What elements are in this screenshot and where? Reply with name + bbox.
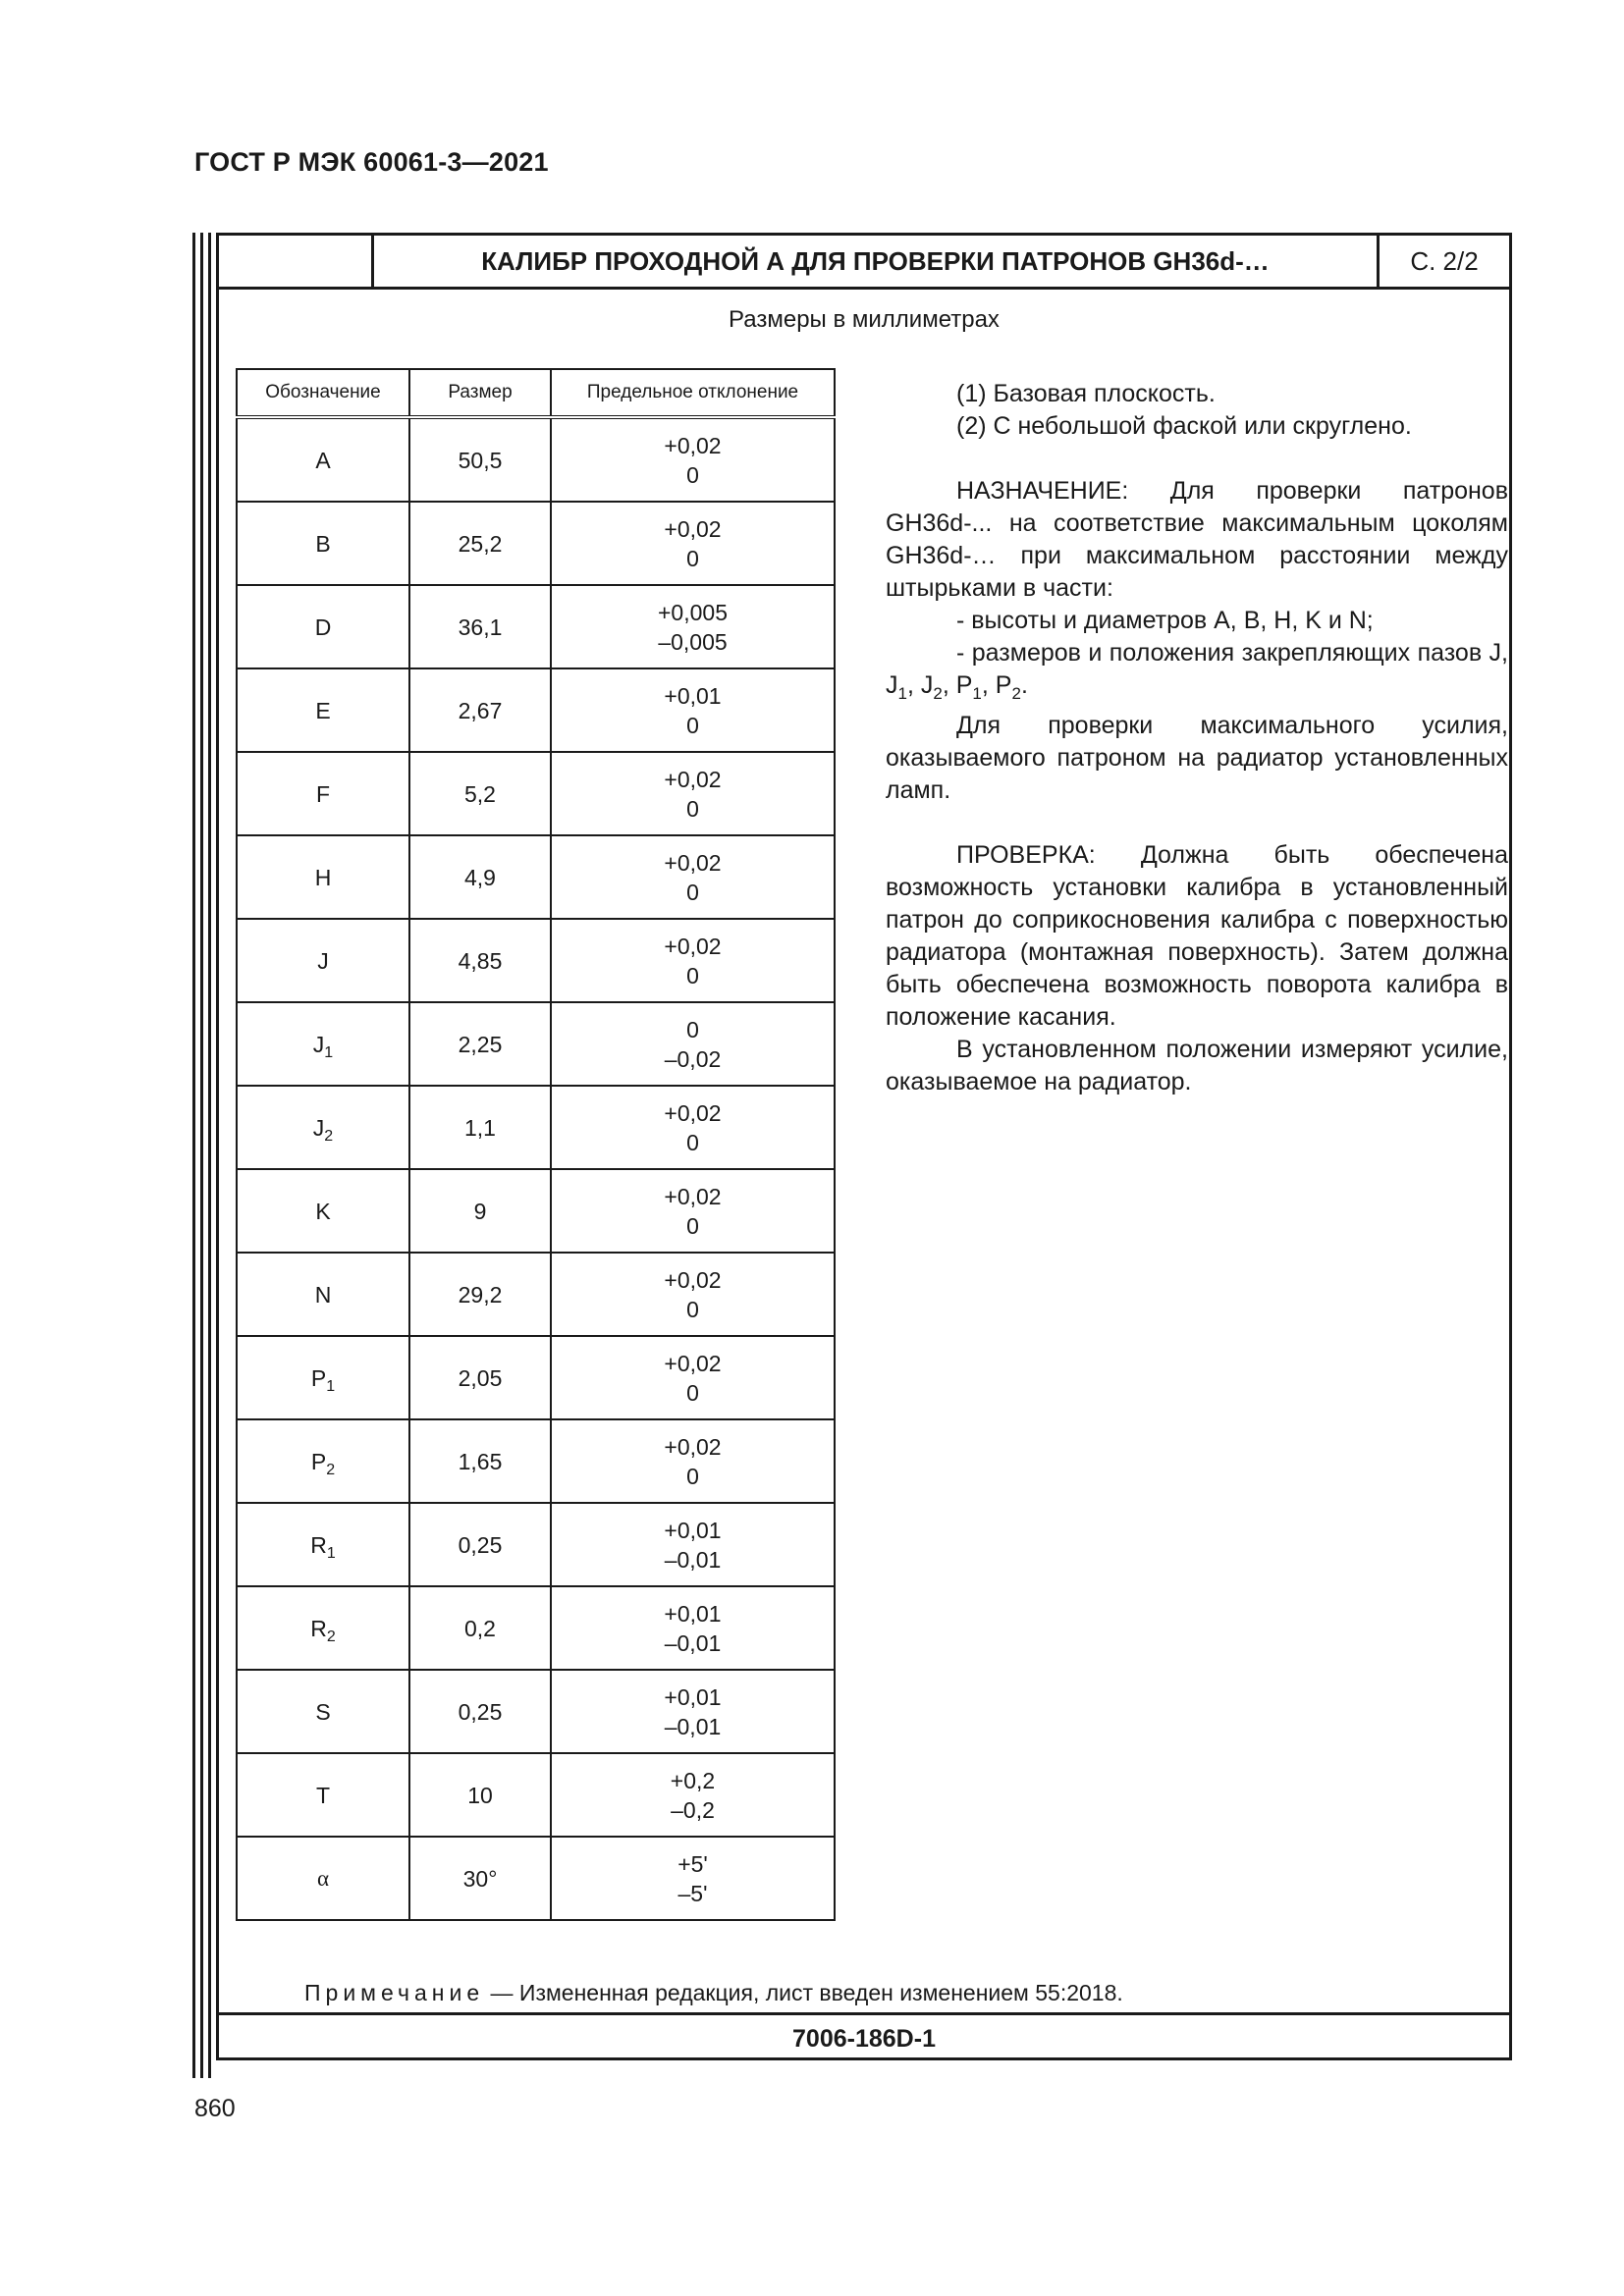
lower-deviation: 0	[686, 461, 699, 488]
size-cell: 1,65	[409, 1419, 551, 1503]
tolerance-cell	[551, 1837, 835, 1920]
dimensions-table	[236, 368, 836, 1921]
table-row	[237, 502, 835, 585]
size-cell: 50,5	[409, 417, 551, 502]
size-cell: 4,9	[409, 835, 551, 919]
size-cell: 30°	[409, 1837, 551, 1920]
tolerance-cell	[551, 1586, 835, 1670]
upper-deviation: +0,02	[664, 515, 722, 542]
upper-deviation: +0,02	[664, 1350, 722, 1376]
size-cell: 0,2	[409, 1586, 551, 1670]
tolerance-cell	[551, 1670, 835, 1753]
upper-deviation: +0,02	[664, 1266, 722, 1293]
designation-cell: D	[237, 585, 409, 668]
designation-cell: N	[237, 1253, 409, 1336]
col-header-tolerance: Предельное отклонение	[551, 369, 835, 417]
table-row	[237, 752, 835, 835]
sheet-number: С. 2/2	[1410, 245, 1479, 276]
upper-deviation: +0,01	[664, 682, 722, 709]
designation-cell: $P_2$	[237, 1419, 409, 1503]
upper-deviation: +0,02	[664, 933, 722, 959]
lower-deviation: –0,01	[664, 1546, 722, 1573]
size-cell: 36,1	[409, 585, 551, 668]
tolerance-cell	[551, 835, 835, 919]
upper-deviation: +0,02	[664, 1183, 722, 1209]
upper-deviation: +0,02	[664, 766, 722, 792]
tolerance-cell	[551, 585, 835, 668]
note-text: — Измененная редакция, лист введен изменением 55:2018.	[484, 1980, 1123, 2005]
standard-header: ГОСТ Р МЭК 60061-3—2021	[194, 147, 549, 177]
lower-deviation: 0	[686, 712, 699, 738]
designation-cell: H	[237, 835, 409, 919]
note-chamfer: (2) С небольшой фаской или скруглено.	[956, 412, 1412, 440]
size-cell: 2,05	[409, 1336, 551, 1419]
upper-deviation: +0,01	[664, 1600, 722, 1627]
page-number: 860	[194, 2095, 236, 2122]
designation-cell: J	[237, 919, 409, 1002]
designation-cell: T	[237, 1753, 409, 1837]
table-header-row	[237, 369, 835, 417]
table-row	[237, 1586, 835, 1670]
designation-cell: B	[237, 502, 409, 585]
lower-deviation: 0	[686, 545, 699, 571]
table-row	[237, 585, 835, 668]
table-row	[237, 1503, 835, 1586]
size-cell: 2,25	[409, 1002, 551, 1086]
lower-deviation: 0	[686, 879, 699, 905]
table-body	[237, 417, 835, 1920]
designation-cell: $P_1$	[237, 1336, 409, 1419]
tolerance-cell	[551, 1753, 835, 1837]
table-row	[237, 668, 835, 752]
bottom-note	[304, 1980, 1123, 2006]
units-caption: Размеры в миллиметрах	[729, 306, 1000, 333]
designation-cell: A	[237, 417, 409, 502]
size-cell: 1,1	[409, 1086, 551, 1169]
tolerance-cell	[551, 752, 835, 835]
upper-deviation: +0,02	[664, 849, 722, 876]
size-cell: 10	[409, 1753, 551, 1837]
table-row	[237, 1169, 835, 1253]
check-measure-paragraph: В установленном положении измеряют усилие, оказываемое на радиатор.	[886, 1036, 1508, 1095]
binding-line-3	[208, 233, 211, 2078]
designation-cell: K	[237, 1169, 409, 1253]
table-row	[237, 1336, 835, 1419]
upper-deviation: +0,02	[664, 1433, 722, 1460]
table-row	[237, 919, 835, 1002]
notes-column	[886, 378, 1508, 1098]
upper-deviation: 0	[686, 1016, 699, 1042]
lower-deviation: –0,005	[658, 628, 728, 655]
binding-line-2	[200, 233, 203, 2078]
lower-deviation: 0	[686, 1129, 699, 1155]
designation-cell: $J_2$	[237, 1086, 409, 1169]
tolerance-cell	[551, 1336, 835, 1419]
designation-cell: E	[237, 668, 409, 752]
designation-cell: $R_1$	[237, 1503, 409, 1586]
upper-deviation: +0,02	[664, 1099, 722, 1126]
designation-cell: $J_1$	[237, 1002, 409, 1086]
title-row	[219, 236, 1509, 290]
table-row	[237, 835, 835, 919]
upper-deviation: +5'	[677, 1850, 708, 1877]
upper-deviation: +0,01	[664, 1683, 722, 1710]
size-cell: 2,67	[409, 668, 551, 752]
table-row	[237, 1086, 835, 1169]
title-empty-cell	[219, 236, 374, 287]
lower-deviation: –0,02	[664, 1045, 722, 1072]
upper-deviation: +0,02	[664, 432, 722, 458]
binding-line-1	[192, 233, 195, 2078]
tolerance-cell	[551, 1503, 835, 1586]
tolerance-cell	[551, 1169, 835, 1253]
purpose-item-slots: - размеров и положения закрепляющих пазов J, $J_1$, $J_2$, $P_1$, $P_2$.	[886, 639, 1508, 703]
col-header-designation: Обозначение	[237, 369, 409, 417]
upper-deviation: +0,01	[664, 1517, 722, 1543]
tolerance-cell	[551, 417, 835, 502]
designation-cell: F	[237, 752, 409, 835]
size-cell: 0,25	[409, 1670, 551, 1753]
tolerance-cell	[551, 1419, 835, 1503]
lower-deviation: 0	[686, 1463, 699, 1489]
purpose-item-heights: - высоты и диаметров A, B, H, K и N;	[956, 607, 1374, 634]
note-label: Примечание	[304, 1980, 485, 2005]
table-row	[237, 1419, 835, 1503]
col-header-size: Размер	[409, 369, 551, 417]
designation-cell: α	[237, 1837, 409, 1920]
table-row	[237, 1002, 835, 1086]
size-cell: 4,85	[409, 919, 551, 1002]
table-row	[237, 1753, 835, 1837]
table-row	[237, 417, 835, 502]
size-cell: 29,2	[409, 1253, 551, 1336]
table-row	[237, 1253, 835, 1336]
upper-deviation: +0,005	[658, 599, 728, 625]
sheet-title: КАЛИБР ПРОХОДНОЙ А ДЛЯ ПРОВЕРКИ ПАТРОНОВ GH36d-…	[374, 236, 1380, 287]
lower-deviation: 0	[686, 1212, 699, 1239]
designation-cell: S	[237, 1670, 409, 1753]
size-cell: 5,2	[409, 752, 551, 835]
lower-deviation: 0	[686, 1296, 699, 1322]
purpose-force-paragraph: Для проверки максимального усилия, оказываемого патроном на радиатор установленных ламп.	[886, 712, 1508, 804]
size-cell: 9	[409, 1169, 551, 1253]
drawing-code: 7006-186D-1	[219, 2012, 1509, 2063]
lower-deviation: 0	[686, 1379, 699, 1406]
lower-deviation: 0	[686, 795, 699, 822]
lower-deviation: –0,01	[664, 1713, 722, 1739]
tolerance-cell	[551, 1002, 835, 1086]
lower-deviation: –5'	[677, 1880, 708, 1906]
tolerance-cell	[551, 1253, 835, 1336]
size-cell: 0,25	[409, 1503, 551, 1586]
table-row	[237, 1670, 835, 1753]
table-row	[237, 1837, 835, 1920]
lower-deviation: –0,2	[671, 1796, 715, 1823]
lower-deviation: 0	[686, 962, 699, 988]
tolerance-cell	[551, 1086, 835, 1169]
upper-deviation: +0,2	[670, 1767, 716, 1793]
designation-cell: $R_2$	[237, 1586, 409, 1670]
tolerance-cell	[551, 919, 835, 1002]
purpose-paragraph: НАЗНАЧЕНИЕ: Для проверки патронов GH36d-... на соответствие максимальным цоколям GH36d-… при максимальном расстоянии между штырьками в части:	[886, 477, 1508, 602]
check-paragraph: ПРОВЕРКА: Должна быть обеспечена возможность установки калибра в установленный патрон до соприкосновения калибра с поверхностью радиатора (монтажная поверхность). Затем должна быть обеспечена возможность поворота калибра в положение касания.	[886, 841, 1508, 1031]
drawing-frame	[216, 233, 1512, 2060]
note-base-plane: (1) Базовая плоскость.	[956, 380, 1216, 407]
tolerance-cell	[551, 668, 835, 752]
tolerance-cell	[551, 502, 835, 585]
lower-deviation: –0,01	[664, 1629, 722, 1656]
size-cell: 25,2	[409, 502, 551, 585]
